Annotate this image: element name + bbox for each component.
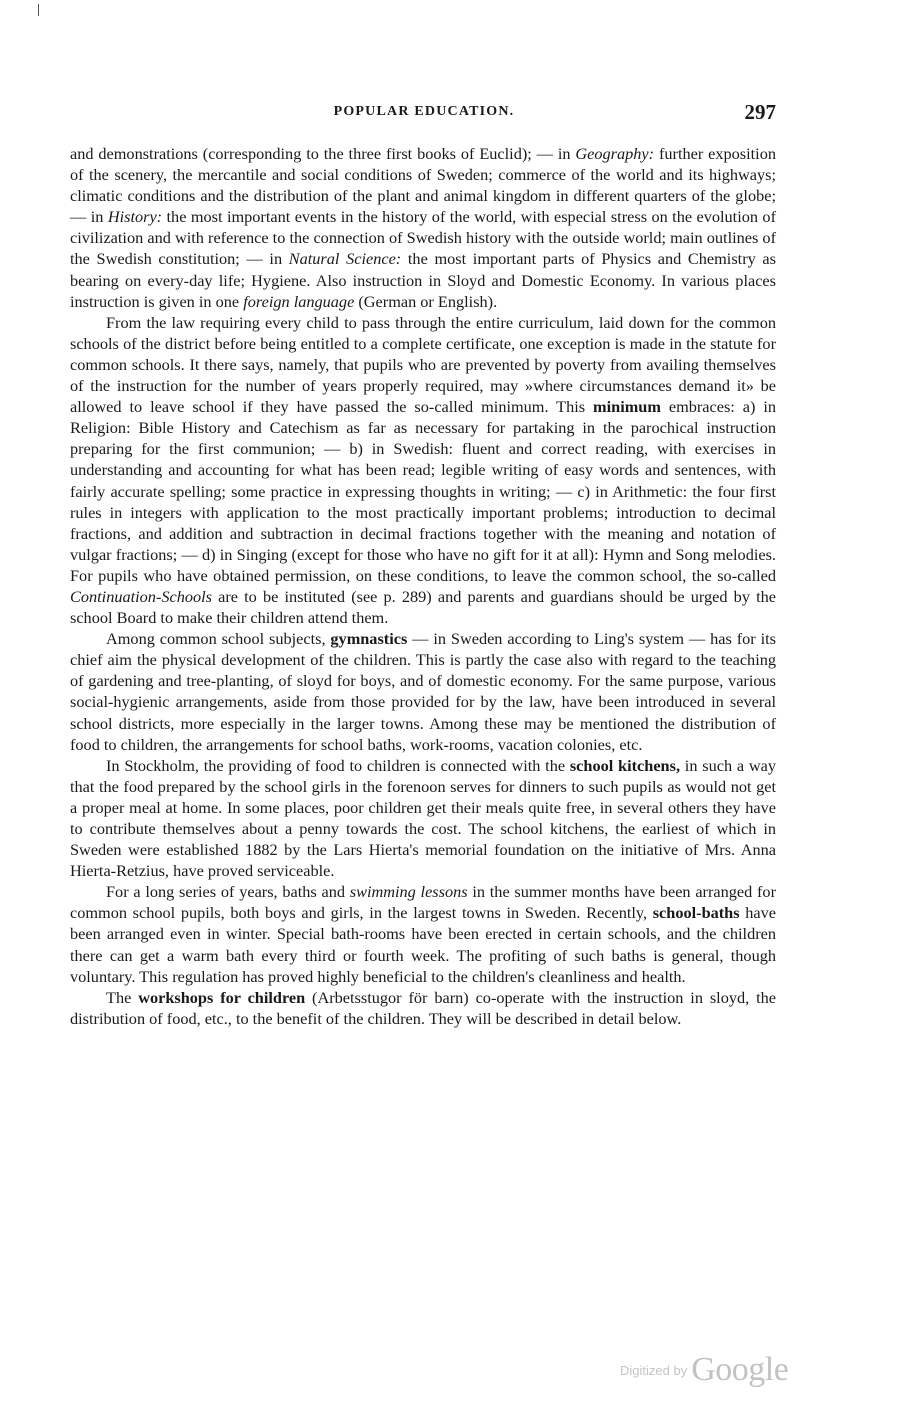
text-run: in such a way that the food prepared by the school girls in the forenoon serves for dinners to such pupils as would not get a proper meal at home. In some places, poor children get their meals quite free, in several others they have to contribute themselves about a penny towards the cost. The school kitchens, the earliest of which in Sweden were established 1882 by the Lars Hierta's memorial foundation on the initiative of Mrs. Anna Hierta-Retzius, have proved serviceable. (70, 755, 776, 881)
text-run: are to be instituted (see p. 289) and parents and guardians should be urged by the school Board to make their children attend them. (70, 586, 776, 628)
google-logo: Google (691, 1351, 789, 1388)
text-run: further exposition of the scenery, the mercantile and social conditions of Sweden; commerce of the world and its highways; climatic conditions and the distribution of the plant and animal kingdom in different quarters of the globe; — in (70, 144, 776, 227)
paragraph (70, 987, 776, 1029)
body-text (70, 143, 776, 1029)
text-run: (German or English). (354, 291, 498, 311)
text-run: the most important events in the history of the world, with especial stress on the evolution of civilization and with reference to the connection of Swedish history with the outside world; main outlines of the Swedish constitution; — in (70, 207, 776, 269)
paragraph (70, 312, 776, 628)
digitized-by-label: Digitized by (620, 1362, 688, 1378)
text-run: — in Sweden according to Ling's system — has for its chief aim the physical development of the children. This is partly the case also with regard to the teaching of gardening and tree-planting, of sloyd for boys, and of domestic economy. For the same purpose, various social-hygienic arrangements, aside from those provided for by the law, have been introduced in several school districts, more especially in the larger towns. Among these may be mentioned the distribution of food to children, the arrangements for school baths, work-rooms, vacation colonies, etc. (70, 629, 776, 754)
text-run: have been arranged even in winter. Special bath-rooms have been erected in certain schools, and the children there can get a warm bath every third or fourth week. The profiting of such baths is general, though voluntary. This regulation has proved highly beneficial to the children's cleanliness and health. (70, 903, 776, 986)
text-run: The (106, 987, 139, 1007)
bold-text: minimum (593, 397, 661, 417)
italic-text: Continuation-Schools (70, 586, 213, 606)
italic-text: foreign language (243, 291, 355, 311)
paragraph (70, 755, 776, 882)
bold-text: school kitchens, (569, 755, 681, 775)
italic-text: swimming lessons (349, 882, 468, 902)
text-run: For a long series of years, baths and (106, 882, 350, 902)
paragraph (70, 143, 776, 312)
text-run: In Stockholm, the providing of food to children is connected with the (106, 755, 570, 775)
text-run: and demonstrations (corresponding to the three first books of Euclid); — in (70, 144, 576, 163)
running-header (68, 100, 780, 130)
bold-text: school-baths (652, 903, 740, 923)
italic-text: Geography: (575, 144, 655, 163)
text-run: (Arbetsstugor för barn) co-operate with the instruction in sloyd, the distribution of food, etc., to the benefit of the children. They will be described in detail below. (70, 987, 776, 1028)
text-run: embraces: a) in Religion: Bible History and Catechism as far as necessary for partaking in the parochical instruction preparing for the first communion; — b) in Swedish: fluent and correct reading, with exercises in understanding and accounting for what has been read; legible writing of easy words and sentences, with fairly accurate spelling; some practice in expressing thoughts in writing; — c) in Arithmetic: the four first rules in integers with application to the most practically important problems; introduction to decimal fractions, and addition and subtraction in decimal fractions together with the meaning and notation of vulgar fractions; — d) in Singing (except for those who have no gift for it at all): Hymn and Song melodies. For pupils who have obtained permission, on these conditions, to leave the common school, the so-called (70, 397, 777, 585)
paragraph (70, 628, 776, 755)
italic-text: Natural Science: (288, 249, 402, 269)
header-title: POPULAR EDUCATION. (333, 104, 515, 119)
bold-text: workshops for children (138, 987, 306, 1007)
text-run: From the law requiring every child to pass through the entire curriculum, laid down for the common schools of the district before being entitled to a complete certificate, one exception is made in the statute for common schools. It there says, namely, that pupils who are prevented by poverty from availing themselves of the instruction for the number of years properly required, may »where circumstances demand it» be allowed to leave school if they have passed the so-called minimum. This (70, 312, 776, 417)
page-number: 297 (744, 100, 776, 124)
italic-text: History: (107, 207, 163, 227)
paragraph (70, 881, 776, 986)
text-run: Among common school subjects, (106, 629, 331, 649)
digitized-by-google-watermark (620, 1346, 810, 1394)
bold-text: gymnastics (330, 629, 408, 649)
text-run: in the summer months have been arranged for common school pupils, both boys and girls, in the largest towns in Sweden. Recently, (70, 882, 776, 923)
text-run: the most important parts of Physics and Chemistry as bearing on every-day life; Hygiene. Also instruction in Sloyd and Domestic Economy. In various places instruction is given in one (70, 249, 776, 311)
scan-mark (38, 4, 39, 16)
